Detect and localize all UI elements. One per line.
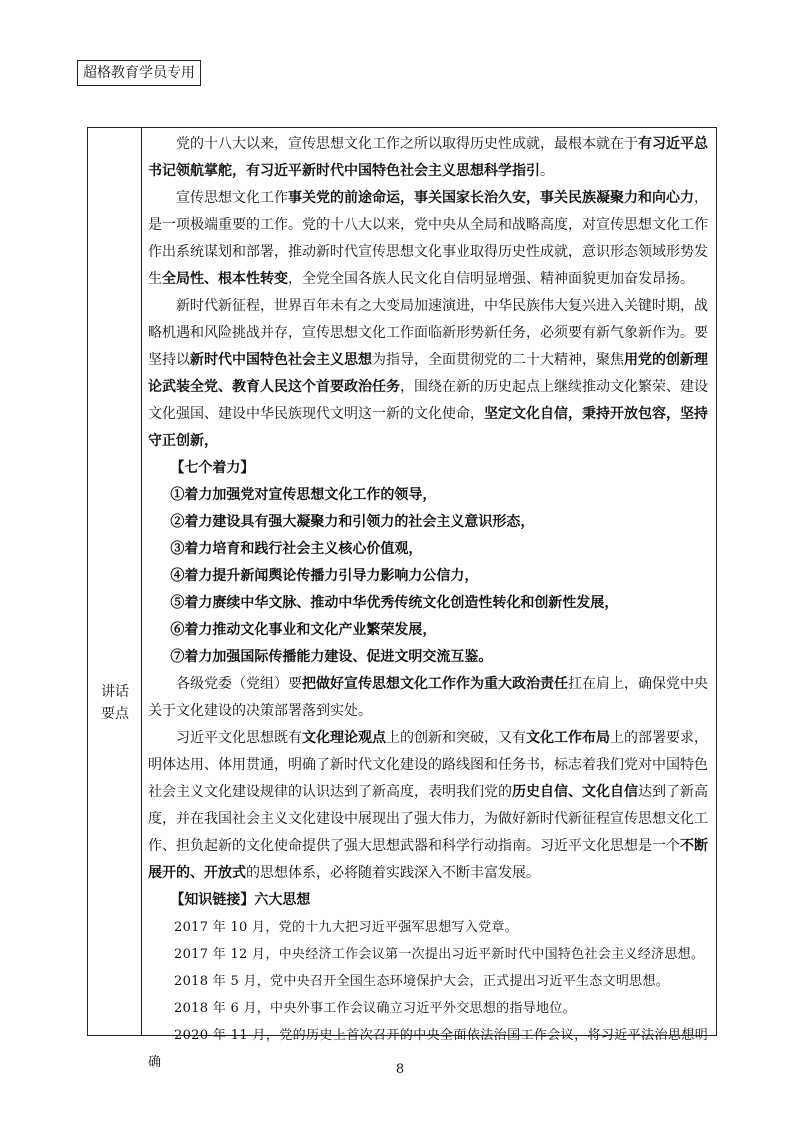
knowledge-item: 2018 年 5 月，党中央召开全国生态环境保护大会，正式提出习近平生态文明思想。 xyxy=(174,974,670,989)
seven-focus-item: ⑥着力推动文化事业和文化产业繁荣发展， xyxy=(170,622,437,638)
body-text: 。 xyxy=(540,163,554,179)
body-text: ，围绕在新的历史起点上继续推动文化繁荣、建设文化强国、建设中华民族现代文明这一新的文化使命， xyxy=(148,379,708,422)
emphasis-text: 事关党的前途命运，事关国家长治久安，事关民族凝聚力和向心力 xyxy=(288,190,694,206)
knowledge-item: 2018 年 6 月，中央外事工作会议确立习近平外交思想的指导地位。 xyxy=(174,1001,576,1016)
paragraph-5 xyxy=(148,725,708,887)
paragraph-2 xyxy=(148,185,708,293)
emphasis-text: 全局性、根本性转变 xyxy=(162,271,288,287)
emphasis-text: 文化理论观点 xyxy=(302,730,386,746)
body-text: 扛在肩上，确保党中央关于文化建设的决策部署落到实处。 xyxy=(148,676,708,719)
seven-focus-item: ⑤着力赓续中华文脉、推动中华优秀传统文化创造性转化和创新性发展， xyxy=(170,595,619,611)
body-text: 新时代新征程，世界百年未有之大变局加速演进，中华民族伟大复兴进入关键时期，战略机遇和风险挑战并存，宣传思想文化工作面临新形势新任务，必须要有新气象新作为。要坚持以 xyxy=(148,298,708,368)
knowledge-item: 2017 年 10 月，党的十九大把习近平强军思想写入党章。 xyxy=(174,920,519,935)
knowledge-item: 2020 年 11 月，党的历史上首次召开的中央全面依法治国工作会议，将习近平法治思想明确 xyxy=(148,1028,708,1070)
emphasis-text: 文化工作布局 xyxy=(526,730,610,746)
body-text: 上的创新和突破，又有 xyxy=(386,730,526,746)
body-text: 的思想体系，必将随着实践深入不断丰富发展。 xyxy=(246,865,540,881)
seven-focus-item: ②着力建设具有强大凝聚力和引领力的社会主义意识形态， xyxy=(170,514,535,530)
row-label-line1: 讲话 xyxy=(101,684,129,700)
speech-points xyxy=(148,131,708,1076)
seven-focus-item: ⑦着力加强国际传播能力建设、促进文明交流互鉴。 xyxy=(170,649,493,665)
row-label-line2: 要点 xyxy=(101,706,129,722)
row-label xyxy=(88,681,142,725)
content-table xyxy=(87,127,717,1070)
header-stamp: 超格教育学员专用 xyxy=(77,60,201,86)
page-number: 8 xyxy=(395,1062,405,1077)
seven-focus-item: ①着力加强党对宣传思想文化工作的领导， xyxy=(170,487,437,503)
body-text: 为指导，全面贯彻党的二十大精神，聚焦 xyxy=(372,352,624,368)
emphasis-text: 新时代中国特色社会主义思想 xyxy=(190,352,372,368)
body-text: 达到了新高度，并在我国社会主义文化建设中展现出了强大伟力，为做好新时代新征程宣传思想文化工作、担负起新的文化使命提供了强大思想武器和科学行动指南。习近平文化思想是一个 xyxy=(148,784,708,854)
seven-focus-item: ③着力培育和践行社会主义核心价值观， xyxy=(170,541,423,557)
emphasis-text: 历史自信、文化自信 xyxy=(512,784,638,800)
emphasis-text: 不断展开的、开放式 xyxy=(148,838,708,881)
seven-focus-title: 【七个着力】 xyxy=(170,460,255,476)
emphasis-text: 坚定文化自信，秉持开放包容，坚持守正创新， xyxy=(148,406,708,449)
body-text: 上的部署要求，明体达用、体用贯通，明确了新时代文化建设的路线图和任务书，标志着我们党对中国特色社会主义文化建设规律的认识达到了新高度，表明我们党的 xyxy=(148,730,708,800)
body-text: 宣传思想文化工作 xyxy=(176,190,288,206)
emphasis-text: 用党的创新理论武装全党、教育人民这个首要政治任务 xyxy=(148,352,708,395)
body-text: 各级党委（党组）要 xyxy=(176,676,302,692)
paragraph-3 xyxy=(148,293,708,455)
knowledge-item: 2017 年 12 月，中央经济工作会议第一次提出习近平新时代中国特色社会主义经济思想。 xyxy=(174,947,705,962)
body-text: ，全党全国各族人民文化自信明显增强、精神面貌更加奋发昂扬。 xyxy=(288,271,694,287)
body-text: 党的十八大以来，宣传思想文化工作之所以取得历史性成就，最根本就在于 xyxy=(176,136,638,152)
paragraph-1 xyxy=(148,131,708,185)
seven-focus-item: ④着力提升新闻舆论传播力引导力影响力公信力， xyxy=(170,568,479,584)
body-text: ，是一项极端重要的工作。党的十八大以来，党中央从全局和战略高度，对宣传思想文化工作作出系统谋划和部署，推动新时代宣传思想文化事业取得历史性成就，意识形态领域形势发生 xyxy=(148,190,708,287)
body-text: 习近平文化思想既有 xyxy=(176,730,302,746)
emphasis-text: 把做好宣传思想文化工作作为重大政治责任 xyxy=(302,676,568,692)
emphasis-text: 有习近平总书记领航掌舵，有习近平新时代中国特色社会主义思想科学指引 xyxy=(148,136,708,179)
label-column xyxy=(88,128,142,1035)
knowledge-link-title: 【知识链接】六大思想 xyxy=(170,892,311,908)
paragraph-4 xyxy=(148,671,708,725)
